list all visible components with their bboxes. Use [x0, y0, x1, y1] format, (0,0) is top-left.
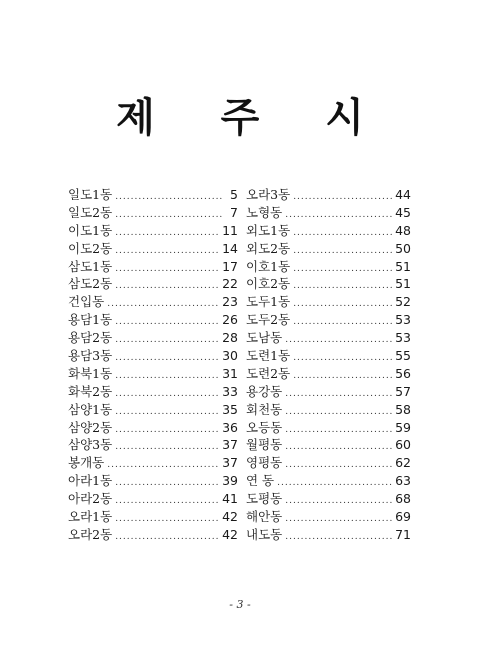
- toc-entry: [246, 347, 411, 365]
- toc-leader-dots: [285, 439, 393, 457]
- toc-entry-page: 52: [395, 294, 411, 310]
- toc-entry-name: 화북1동: [68, 365, 113, 381]
- toc-entry-name: 아라2동: [68, 491, 113, 507]
- toc-entry-page: 57: [395, 383, 411, 399]
- toc-entry-page: 22: [222, 276, 238, 292]
- toc-entry-page: 26: [222, 312, 238, 328]
- toc-left-column: [68, 186, 238, 544]
- toc-entry-page: 55: [395, 348, 411, 364]
- toc-leader-dots: [285, 511, 393, 529]
- toc-entry: [246, 383, 411, 401]
- toc-entry: [68, 436, 238, 454]
- toc-entry-page: 35: [222, 401, 238, 417]
- toc-entry-page: 17: [222, 258, 238, 274]
- toc-leader-dots: [285, 332, 393, 350]
- toc-entry-name: 화북2동: [68, 383, 113, 399]
- toc-leader-dots: [293, 278, 393, 296]
- toc-entry: [68, 365, 238, 383]
- toc-leader-dots: [115, 475, 220, 493]
- toc-entry: [246, 186, 411, 204]
- toc-entry-page: 37: [222, 455, 238, 471]
- toc-entry-name: 외도2동: [246, 240, 291, 256]
- toc-entry-page: 45: [395, 204, 411, 220]
- toc-entry-page: 68: [395, 491, 411, 507]
- toc-entry: [246, 365, 411, 383]
- toc-entry-name: 삼양2동: [68, 419, 113, 435]
- toc-entry-page: 48: [395, 222, 411, 238]
- toc-entry-page: 23: [222, 294, 238, 310]
- toc-entry: [246, 240, 411, 258]
- toc-entry: [68, 472, 238, 490]
- toc-entry: [246, 329, 411, 347]
- toc-leader-dots: [115, 404, 220, 422]
- toc-entry-name: 삼양1동: [68, 401, 113, 417]
- toc-leader-dots: [285, 422, 393, 440]
- toc-entry-name: 도두1동: [246, 294, 291, 310]
- toc-entry: [246, 436, 411, 454]
- toc-entry-name: 일도1동: [68, 187, 113, 202]
- toc-entry-name: 외도1동: [246, 222, 291, 238]
- toc-entry: [246, 508, 411, 526]
- toc-entry: [68, 347, 238, 365]
- toc-right-column: [246, 186, 411, 544]
- toc-entry: [246, 472, 411, 490]
- toc-entry-page: 44: [395, 187, 411, 202]
- toc-leader-dots: [115, 225, 220, 243]
- toc-entry-name: 아라1동: [68, 473, 113, 489]
- toc-leader-dots: [115, 261, 220, 279]
- toc-leader-dots: [293, 296, 393, 314]
- toc-entry: [246, 419, 411, 437]
- toc-entry-page: 41: [222, 491, 238, 507]
- toc-entry: [246, 293, 411, 311]
- toc-leader-dots: [293, 368, 393, 386]
- toc-entry: [68, 490, 238, 508]
- toc-entry-page: 36: [222, 419, 238, 435]
- toc-entry-name: 이도2동: [68, 240, 113, 256]
- toc-entry: [68, 526, 238, 544]
- toc-entry-name: 해안동: [246, 509, 283, 525]
- toc-entry: [246, 401, 411, 419]
- toc-entry-page: 71: [395, 526, 411, 542]
- toc-entry-name: 오라1동: [68, 509, 113, 525]
- toc-entry-page: 39: [222, 473, 238, 489]
- toc-leader-dots: [115, 511, 220, 529]
- toc-leader-dots: [115, 368, 220, 386]
- toc-entry-page: 7: [230, 204, 238, 220]
- toc-entry-page: 60: [395, 437, 411, 453]
- toc-entry-page: 14: [222, 240, 238, 256]
- toc-entry: [68, 401, 238, 419]
- toc-leader-dots: [285, 404, 393, 422]
- toc-leader-dots: [115, 278, 220, 296]
- toc-leader-dots: [293, 261, 393, 279]
- toc-entry: [246, 526, 411, 544]
- toc-entry: [68, 186, 238, 204]
- toc-entry-name: 오등동: [246, 419, 283, 435]
- toc-entry-name: 일도2동: [68, 204, 113, 220]
- toc-entry-name: 도두2동: [246, 312, 291, 328]
- toc-leader-dots: [277, 475, 393, 493]
- toc-entry-page: 42: [222, 526, 238, 542]
- toc-entry: [68, 508, 238, 526]
- toc-entry-page: 31: [222, 365, 238, 381]
- toc-leader-dots: [293, 350, 393, 368]
- toc-entry: [68, 329, 238, 347]
- toc-leader-dots: [115, 529, 220, 547]
- toc-leader-dots: [293, 243, 393, 261]
- toc-entry: [68, 454, 238, 472]
- toc-leader-dots: [285, 457, 393, 475]
- toc-entry-page: 51: [395, 258, 411, 274]
- toc-entry: [246, 454, 411, 472]
- toc-entry-page: 59: [395, 419, 411, 435]
- toc-entry: [246, 311, 411, 329]
- toc-entry-name: 영평동: [246, 455, 283, 471]
- toc-leader-dots: [293, 314, 393, 332]
- toc-leader-dots: [115, 243, 220, 261]
- toc-leader-dots: [115, 386, 220, 404]
- toc-entry-page: 69: [395, 509, 411, 525]
- toc-leader-dots: [115, 207, 222, 225]
- toc-entry: [68, 293, 238, 311]
- toc-leader-dots: [293, 189, 393, 207]
- toc-entry-page: 53: [395, 330, 411, 346]
- toc-entry-page: 30: [222, 348, 238, 364]
- toc-entry-page: 51: [395, 276, 411, 292]
- toc-leader-dots: [285, 493, 393, 511]
- toc-leader-dots: [115, 493, 220, 511]
- toc-leader-dots: [115, 350, 220, 368]
- toc-entry-name: 월평동: [246, 437, 283, 453]
- toc-entry: [246, 258, 411, 276]
- toc-entry-name: 연 동: [246, 473, 275, 489]
- toc-leader-dots: [285, 207, 393, 225]
- toc-entry-name: 봉개동: [68, 455, 105, 471]
- toc-entry-name: 도평동: [246, 491, 283, 507]
- toc-entry-name: 이도1동: [68, 222, 113, 238]
- toc-entry-name: 회천동: [246, 401, 283, 417]
- toc-entry-page: 53: [395, 312, 411, 328]
- toc-entry-page: 58: [395, 401, 411, 417]
- toc-leader-dots: [293, 225, 393, 243]
- toc-entry-name: 도련2동: [246, 365, 291, 381]
- toc-entry: [246, 275, 411, 293]
- toc-entry-page: 62: [395, 455, 411, 471]
- toc-leader-dots: [115, 314, 220, 332]
- toc-entry: [68, 240, 238, 258]
- toc-entry-page: 63: [395, 473, 411, 489]
- toc-entry: [246, 204, 411, 222]
- toc-entry: [68, 204, 238, 222]
- toc-entry-page: 28: [222, 330, 238, 346]
- toc-entry-page: 5: [230, 187, 238, 202]
- page-title: 제 주 시: [116, 94, 390, 141]
- toc-entry-name: 이호1동: [246, 258, 291, 274]
- toc-entry-page: 56: [395, 365, 411, 381]
- toc-entry-name: 삼도1동: [68, 258, 113, 274]
- toc-entry-name: 오라2동: [68, 526, 113, 542]
- toc-entry: [246, 490, 411, 508]
- toc-entry-name: 용담1동: [68, 312, 113, 328]
- toc-entry-page: 42: [222, 509, 238, 525]
- toc-leader-dots: [115, 439, 220, 457]
- toc-entry-name: 용담2동: [68, 330, 113, 346]
- toc-entry-name: 노형동: [246, 204, 283, 220]
- toc-entry-name: 오라3동: [246, 187, 291, 202]
- page-number: - 3 -: [229, 598, 251, 611]
- toc-entry: [68, 311, 238, 329]
- toc-leader-dots: [285, 386, 393, 404]
- toc-entry-name: 용강동: [246, 383, 283, 399]
- toc-entry: [68, 419, 238, 437]
- toc-leader-dots: [107, 296, 220, 314]
- toc-entry-name: 도련1동: [246, 348, 291, 364]
- toc-leader-dots: [115, 332, 220, 350]
- toc-entry: [68, 275, 238, 293]
- toc-entry-name: 내도동: [246, 526, 283, 542]
- toc-leader-dots: [115, 422, 220, 440]
- toc-entry: [68, 222, 238, 240]
- toc-entry: [68, 383, 238, 401]
- toc-leader-dots: [115, 189, 222, 207]
- toc-entry-name: 도남동: [246, 330, 283, 346]
- toc-entry: [246, 222, 411, 240]
- toc-entry-page: 37: [222, 437, 238, 453]
- toc-entry-page: 50: [395, 240, 411, 256]
- toc-entry-name: 이호2동: [246, 276, 291, 292]
- toc-entry-name: 건입동: [68, 294, 105, 310]
- toc-entry-name: 삼양3동: [68, 437, 113, 453]
- toc-entry-name: 용담3동: [68, 348, 113, 364]
- toc-entry-page: 11: [222, 222, 238, 238]
- toc-leader-dots: [107, 457, 220, 475]
- toc-entry-name: 삼도2동: [68, 276, 113, 292]
- toc-entry: [68, 258, 238, 276]
- toc-leader-dots: [285, 529, 393, 547]
- toc-entry-page: 33: [222, 383, 238, 399]
